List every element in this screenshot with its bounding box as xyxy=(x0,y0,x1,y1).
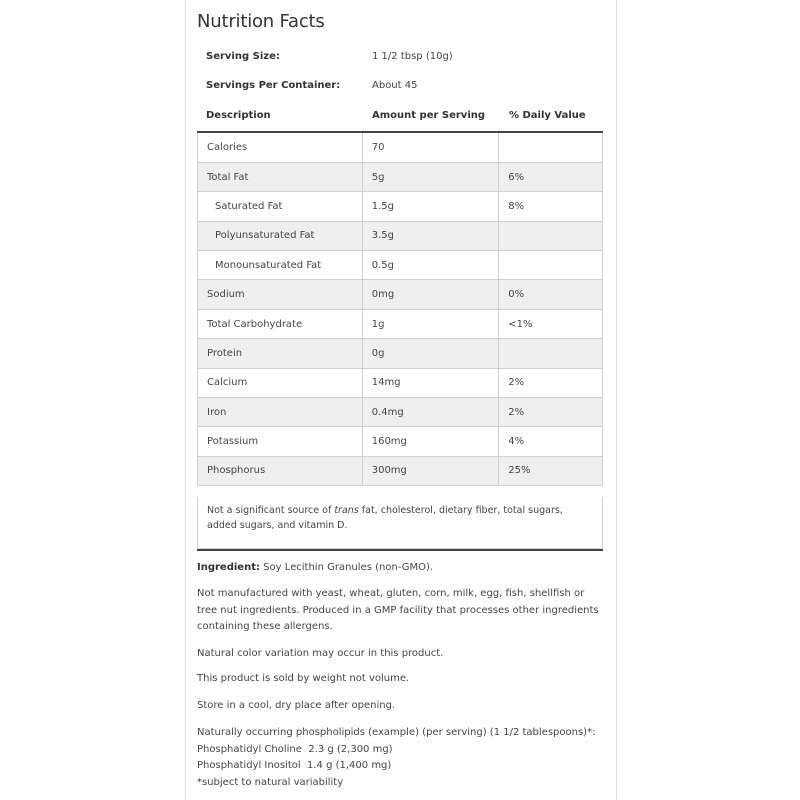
storage-note: Store in a cool, dry place after opening. xyxy=(197,700,396,711)
table-row xyxy=(198,162,603,191)
nutrient-amount: 160mg xyxy=(362,427,499,456)
color-note: Natural color variation may occur in this product. xyxy=(197,648,444,659)
column-header-description: Description xyxy=(206,110,271,121)
table-row xyxy=(198,221,603,250)
footnote-text-italic: trans xyxy=(334,505,359,516)
table-header xyxy=(197,101,603,133)
phospholipid-line: Phosphatidyl Choline 2.3 g (2,300 mg) xyxy=(197,743,393,755)
nutrient-amount: 70 xyxy=(362,133,499,162)
nutrient-amount: 0.5g xyxy=(362,251,499,280)
nutrient-name: Monounsaturated Fat xyxy=(198,251,363,280)
nutrient-daily-value xyxy=(499,221,603,250)
nutrient-amount: 14mg xyxy=(362,368,499,397)
nutrient-daily-value: 4% xyxy=(499,427,603,456)
nutrient-amount: 0mg xyxy=(362,280,499,309)
table-row xyxy=(198,280,603,309)
nutrient-daily-value: 0% xyxy=(499,280,603,309)
ingredient-value: Soy Lecithin Granules (non-GMO). xyxy=(259,562,434,573)
table-row xyxy=(198,192,603,221)
nutrient-name: Phosphorus xyxy=(198,456,363,485)
page-title: Nutrition Facts xyxy=(197,11,325,32)
weight-note: This product is sold by weight not volume. xyxy=(197,673,410,684)
nutrient-amount: 0g xyxy=(362,339,499,368)
nutrient-daily-value: 25% xyxy=(499,456,603,485)
section-divider xyxy=(197,549,603,551)
table-row xyxy=(198,133,603,162)
serving-size-row xyxy=(197,42,603,72)
footnote-text-before: Not a significant source of xyxy=(207,505,335,516)
ingredient-label: Ingredient: xyxy=(197,562,260,573)
nutrient-name: Saturated Fat xyxy=(198,192,363,221)
nutrient-amount: 1g xyxy=(362,309,499,338)
table-footnote xyxy=(197,497,603,549)
nutrient-name: Iron xyxy=(198,398,363,427)
table-row xyxy=(198,456,603,485)
table-row xyxy=(198,339,603,368)
nutrient-daily-value: <1% xyxy=(499,309,603,338)
column-header-daily-value: % Daily Value xyxy=(509,110,586,121)
ingredient-line xyxy=(197,560,607,577)
nutrient-amount: 5g xyxy=(362,162,499,191)
column-header-amount: Amount per Serving xyxy=(372,110,486,121)
nutrient-daily-value: 8% xyxy=(499,192,603,221)
table-row xyxy=(198,309,603,338)
nutrition-table xyxy=(197,133,603,486)
nutrient-name: Protein xyxy=(198,339,363,368)
nutrient-name: Total Fat xyxy=(198,162,363,191)
phospholipids-block xyxy=(197,725,607,791)
allergen-note: Not manufactured with yeast, wheat, gluten, corn, milk, egg, fish, shellfish or tree nut ingredients. Produced in a GMP facility that processes other ingredients containing these allergens. xyxy=(197,588,599,632)
nutrient-daily-value xyxy=(499,251,603,280)
nutrient-daily-value: 2% xyxy=(499,398,603,427)
nutrient-name: Calories xyxy=(198,133,363,162)
phospholipid-line: Phosphatidyl Inositol 1.4 g (1,400 mg) xyxy=(197,760,392,771)
nutrient-amount: 3.5g xyxy=(362,221,499,250)
servings-per-container-value: About 45 xyxy=(372,80,418,91)
table-row xyxy=(198,368,603,397)
nutrient-daily-value xyxy=(499,339,603,368)
nutrient-name: Polyunsaturated Fat xyxy=(198,221,363,250)
nutrition-panel xyxy=(185,0,617,800)
nutrient-amount: 0.4mg xyxy=(362,398,499,427)
nutrient-daily-value xyxy=(499,133,603,162)
serving-size-label: Serving Size: xyxy=(206,51,280,62)
servings-per-container-label: Servings Per Container: xyxy=(206,80,341,91)
nutrient-amount: 300mg xyxy=(362,456,499,485)
table-row xyxy=(198,251,603,280)
nutrient-amount: 1.5g xyxy=(362,192,499,221)
nutrient-name: Sodium xyxy=(198,280,363,309)
nutrient-name: Total Carbohydrate xyxy=(198,309,363,338)
nutrient-name: Potassium xyxy=(198,427,363,456)
phospholipids-note: *subject to natural variability xyxy=(197,776,344,788)
footnote-text-after: fat, cholesterol, dietary fiber, total sugars, added sugars, and vitamin D. xyxy=(207,505,563,531)
nutrient-daily-value: 6% xyxy=(499,162,603,191)
nutrient-daily-value: 2% xyxy=(499,368,603,397)
servings-per-container-row xyxy=(197,71,603,101)
table-row xyxy=(198,427,603,456)
nutrient-name: Calcium xyxy=(198,368,363,397)
serving-size-value: 1 1/2 tbsp (10g) xyxy=(372,51,453,62)
phospholipids-heading: Naturally occurring phospholipids (example) (per serving) (1 1/2 tablespoons)*: xyxy=(197,727,596,738)
table-row xyxy=(198,398,603,427)
